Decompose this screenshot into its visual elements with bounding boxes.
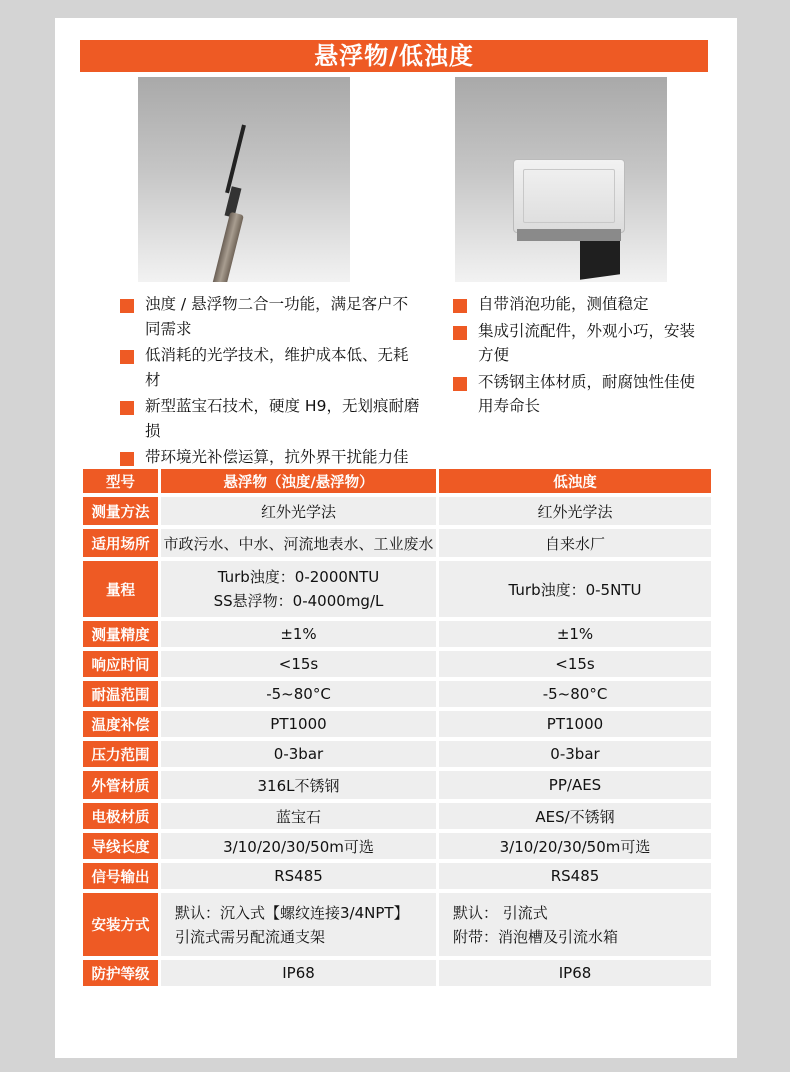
row-value-a <box>161 681 436 707</box>
table-row <box>83 893 711 956</box>
row-value-b <box>439 893 711 956</box>
table-row <box>83 960 711 986</box>
row-value-a <box>161 803 436 829</box>
table-row <box>83 863 711 889</box>
row-value-a <box>161 833 436 859</box>
cell-line: PP/AES <box>548 776 602 794</box>
cell-line: <15s <box>555 655 595 673</box>
cell-line: PT1000 <box>270 715 327 733</box>
table-row <box>83 741 711 767</box>
cell-line: RS485 <box>550 867 600 885</box>
row-label: 量程 <box>83 561 158 617</box>
row-value-a <box>161 497 436 525</box>
cell-line: 红外光学法 <box>537 502 613 521</box>
row-value-b <box>439 960 711 986</box>
cell-line: Turb浊度：0-2000NTU <box>217 568 380 586</box>
row-label: 耐温范围 <box>83 681 158 707</box>
header-model: 型号 <box>83 469 158 493</box>
row-value-b <box>439 741 711 767</box>
table-row <box>83 529 711 557</box>
feature-item: 自带消泡功能，测值稳定 <box>453 292 703 317</box>
cell-line: SS悬浮物：0-4000mg/L <box>213 592 384 610</box>
row-value-b <box>439 711 711 737</box>
cell-line: 附带：消泡槽及引流水箱 <box>453 927 619 946</box>
cell-line: 蓝宝石 <box>275 807 321 826</box>
header-product-b: 低浊度 <box>439 469 711 493</box>
row-value-a <box>161 771 436 799</box>
row-value-b <box>439 803 711 829</box>
feature-item: 浊度 / 悬浮物二合一功能，满足客户不同需求 <box>120 292 420 341</box>
cell-line: PT1000 <box>546 715 604 733</box>
table-row <box>83 497 711 525</box>
cell-line: 3/10/20/30/50m可选 <box>223 837 374 856</box>
row-label: 安装方式 <box>83 893 158 956</box>
row-value-a <box>161 621 436 647</box>
row-value-b <box>439 863 711 889</box>
cell-line: 默认： 引流式 <box>453 903 548 922</box>
cell-line: ±1% <box>556 625 594 643</box>
table-row <box>83 711 711 737</box>
cell-line: 3/10/20/30/50m可选 <box>499 837 651 856</box>
row-value-b <box>439 651 711 677</box>
feature-item: 带环境光补偿运算，抗外界干扰能力佳 <box>120 445 420 470</box>
row-value-a <box>161 561 436 617</box>
feature-list-left <box>120 292 420 472</box>
row-label: 测量方法 <box>83 497 158 525</box>
cell-line: RS485 <box>274 867 323 885</box>
cell-line: IP68 <box>282 964 315 982</box>
row-value-b <box>439 529 711 557</box>
row-label: 导线长度 <box>83 833 158 859</box>
row-label: 电极材质 <box>83 803 158 829</box>
table-row <box>83 803 711 829</box>
table-row <box>83 561 711 617</box>
cell-line: -5~80°C <box>266 685 331 703</box>
row-label: 响应时间 <box>83 651 158 677</box>
probe-body <box>206 212 244 282</box>
product-photo-box <box>455 77 667 282</box>
row-value-a <box>161 960 436 986</box>
product-photo-probe <box>138 77 350 282</box>
table-row <box>83 771 711 799</box>
cell-line: 市政污水、中水、河流地表水、工业废水 <box>163 534 434 553</box>
row-value-b <box>439 561 711 617</box>
table-row <box>83 621 711 647</box>
row-label: 防护等级 <box>83 960 158 986</box>
cell-line: IP68 <box>558 964 592 982</box>
row-label: 温度补偿 <box>83 711 158 737</box>
cell-line: 自来水厂 <box>544 534 605 553</box>
row-value-a <box>161 529 436 557</box>
cell-line: 0-3bar <box>550 745 600 763</box>
header-product-a: 悬浮物（浊度/悬浮物） <box>161 469 436 493</box>
cell-line: -5~80°C <box>542 685 608 703</box>
row-label: 适用场所 <box>83 529 158 557</box>
row-value-b <box>439 681 711 707</box>
feature-list-right <box>453 292 703 421</box>
row-value-b <box>439 771 711 799</box>
feature-item: 低消耗的光学技术，维护成本低、无耗材 <box>120 343 420 392</box>
row-label: 信号输出 <box>83 863 158 889</box>
table-row <box>83 833 711 859</box>
probe-cable <box>225 125 246 194</box>
row-value-b <box>439 833 711 859</box>
row-value-b <box>439 621 711 647</box>
cell-line: Turb浊度：0-5NTU <box>508 580 642 599</box>
cell-line: 默认：沉入式【螺纹连接3/4NPT】 <box>175 903 409 922</box>
row-value-b <box>439 497 711 525</box>
cell-line: 0-3bar <box>273 745 324 763</box>
box-base <box>517 229 621 241</box>
page-title: 悬浮物/低浊度 <box>80 40 708 72</box>
row-value-a <box>161 651 436 677</box>
cell-line: ±1% <box>280 625 317 643</box>
box-panel <box>523 169 615 223</box>
cell-line: 引流式需另配流通支架 <box>175 927 326 946</box>
cell-line: AES/不锈钢 <box>535 807 615 826</box>
cell-line: 红外光学法 <box>260 502 336 521</box>
table-row <box>83 681 711 707</box>
feature-item: 新型蓝宝石技术，硬度 H9，无划痕耐磨损 <box>120 394 420 443</box>
row-value-a <box>161 893 436 956</box>
spec-table <box>80 465 714 990</box>
row-value-a <box>161 741 436 767</box>
table-row <box>83 651 711 677</box>
feature-item: 集成引流配件，外观小巧，安装方便 <box>453 319 703 368</box>
row-label: 测量精度 <box>83 621 158 647</box>
row-label: 外管材质 <box>83 771 158 799</box>
row-value-a <box>161 863 436 889</box>
cell-line: 316L不锈钢 <box>257 776 340 795</box>
table-header-row <box>83 469 711 493</box>
cell-line: <15s <box>278 655 319 673</box>
row-label: 压力范围 <box>83 741 158 767</box>
feature-item: 不锈钢主体材质，耐腐蚀性佳使用寿命长 <box>453 370 703 419</box>
row-value-a <box>161 711 436 737</box>
